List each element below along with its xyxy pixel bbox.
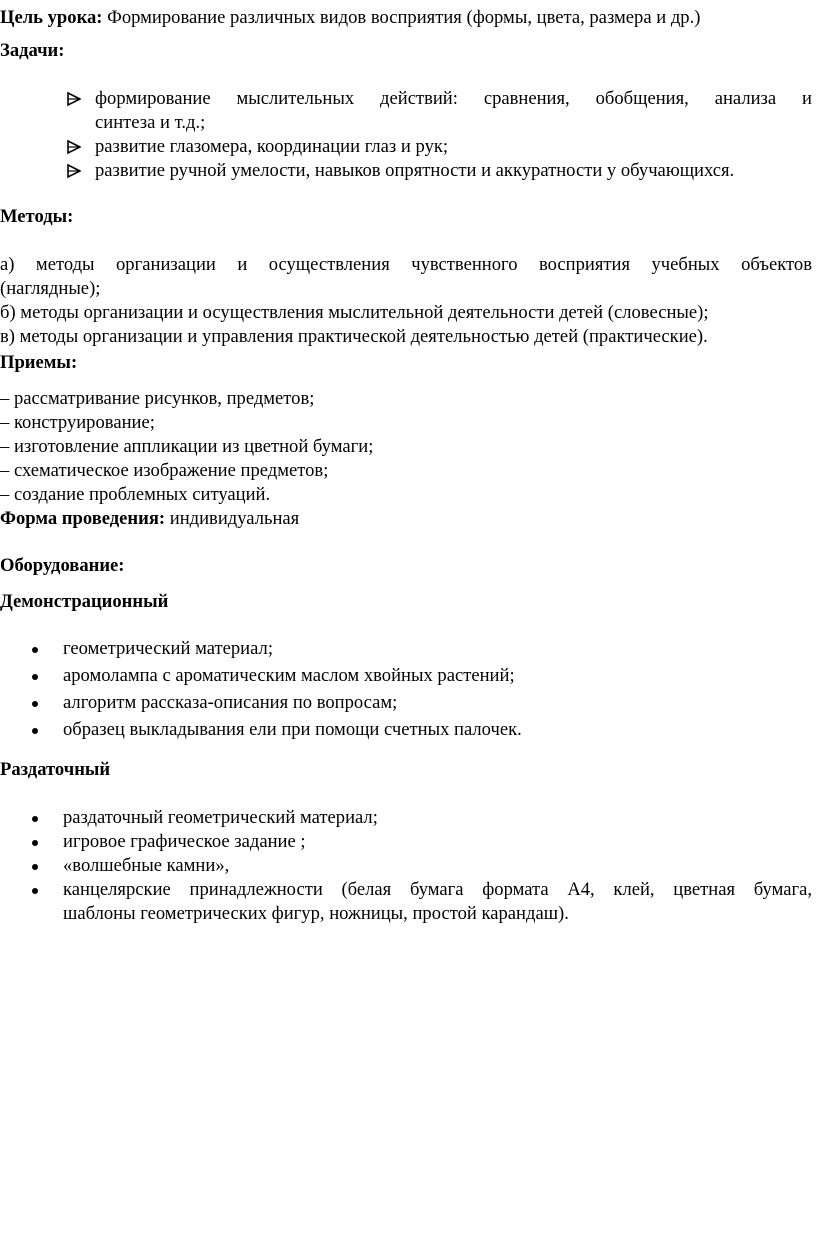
- list-item-text: синтеза и т.д.;: [95, 112, 206, 133]
- list-item: – рассматривание рисунков, предметов;: [0, 388, 315, 409]
- bullet-dot-icon: [32, 728, 38, 734]
- list-item-text: канцелярские принадлежности (белая бумага формата А4, клей, цветная бумага,: [63, 879, 812, 900]
- methods-heading-text: Методы:: [0, 206, 74, 227]
- lesson-goal-text: Формирование различных видов восприятия (формы, цвета, размера и др.): [102, 7, 701, 28]
- lesson-goal: [0, 6, 700, 30]
- method-c: в) методы организации и управления практической деятельностью детей (практические).: [0, 326, 708, 347]
- list-item-text: шаблоны геометрических фигур, ножницы, простой карандаш).: [63, 903, 569, 924]
- tasks-heading-text: Задачи:: [0, 40, 65, 61]
- list-item-text: развитие ручной умелости, навыков опрятности и аккуратности у обучающихся.: [95, 160, 735, 181]
- arrow-bullet-icon: [67, 135, 81, 159]
- list-item-text: развитие глазомера, координации глаз и рук;: [95, 136, 449, 157]
- demo-heading: [0, 590, 168, 614]
- methods-list: [0, 253, 812, 349]
- handout-list: [0, 806, 812, 926]
- list-item: [0, 830, 812, 854]
- list-item: [0, 664, 812, 688]
- techniques-heading-text: Приемы:: [0, 352, 78, 373]
- list-item-text: образец выкладывания ели при помощи счетных палочек.: [63, 719, 522, 740]
- bullet-dot-icon: [32, 840, 38, 846]
- list-item-text: раздаточный геометрический материал;: [63, 807, 378, 828]
- method-a: а) методы организации и осуществления чувственного восприятия учебных объектов: [0, 254, 812, 275]
- bullet-dot-icon: [32, 864, 38, 870]
- bullet-dot-icon: [32, 888, 38, 894]
- demo-heading-text: Демонстрационный: [0, 591, 169, 612]
- lesson-goal-label: Цель урока:: [0, 7, 103, 28]
- method-b: б) методы организации и осуществления мыслительной деятельности детей (словесные);: [0, 302, 709, 323]
- list-item: – изготовление аппликации из цветной бумаги;: [0, 436, 374, 457]
- list-item: [0, 87, 812, 135]
- list-item: [0, 718, 812, 742]
- demo-list: [0, 637, 812, 742]
- list-item: [0, 637, 812, 661]
- handout-heading-text: Раздаточный: [0, 759, 111, 780]
- list-item-text: геометрический материал;: [63, 638, 273, 659]
- handout-heading: [0, 758, 110, 782]
- tasks-list: [0, 87, 812, 183]
- equipment-heading: [0, 554, 124, 578]
- arrow-bullet-icon: [67, 159, 81, 183]
- list-item-text: формирование мыслительных действий: сравнения, обобщения, анализа и: [95, 88, 812, 109]
- list-item: [0, 159, 812, 183]
- arrow-bullet-icon: [67, 87, 81, 111]
- list-item: – конструирование;: [0, 412, 155, 433]
- list-item: [0, 691, 812, 715]
- list-item: – схематическое изображение предметов;: [0, 460, 329, 481]
- list-item-text: игровое графическое задание ;: [63, 831, 306, 852]
- form-value: индивидуальная: [165, 508, 300, 529]
- list-item-text: аромолампа с ароматическим маслом хвойных растений;: [63, 665, 515, 686]
- bullet-dot-icon: [32, 674, 38, 680]
- tasks-heading: [0, 39, 64, 63]
- list-item-text: «волшебные камни»,: [63, 855, 230, 876]
- bullet-dot-icon: [32, 701, 38, 707]
- bullet-dot-icon: [32, 647, 38, 653]
- form-label: Форма проведения:: [0, 508, 166, 529]
- list-item: [0, 878, 812, 926]
- form-of-conduct: [0, 507, 299, 531]
- list-item: [0, 806, 812, 830]
- list-item-text: алгоритм рассказа-описания по вопросам;: [63, 692, 398, 713]
- methods-heading: [0, 205, 73, 229]
- equipment-heading-text: Оборудование:: [0, 555, 125, 576]
- method-a-cont: (наглядные);: [0, 278, 101, 299]
- techniques-heading: [0, 351, 77, 375]
- list-item: [0, 135, 812, 159]
- techniques-list: [0, 387, 373, 507]
- list-item: [0, 854, 812, 878]
- bullet-dot-icon: [32, 816, 38, 822]
- list-item: – создание проблемных ситуаций.: [0, 484, 271, 505]
